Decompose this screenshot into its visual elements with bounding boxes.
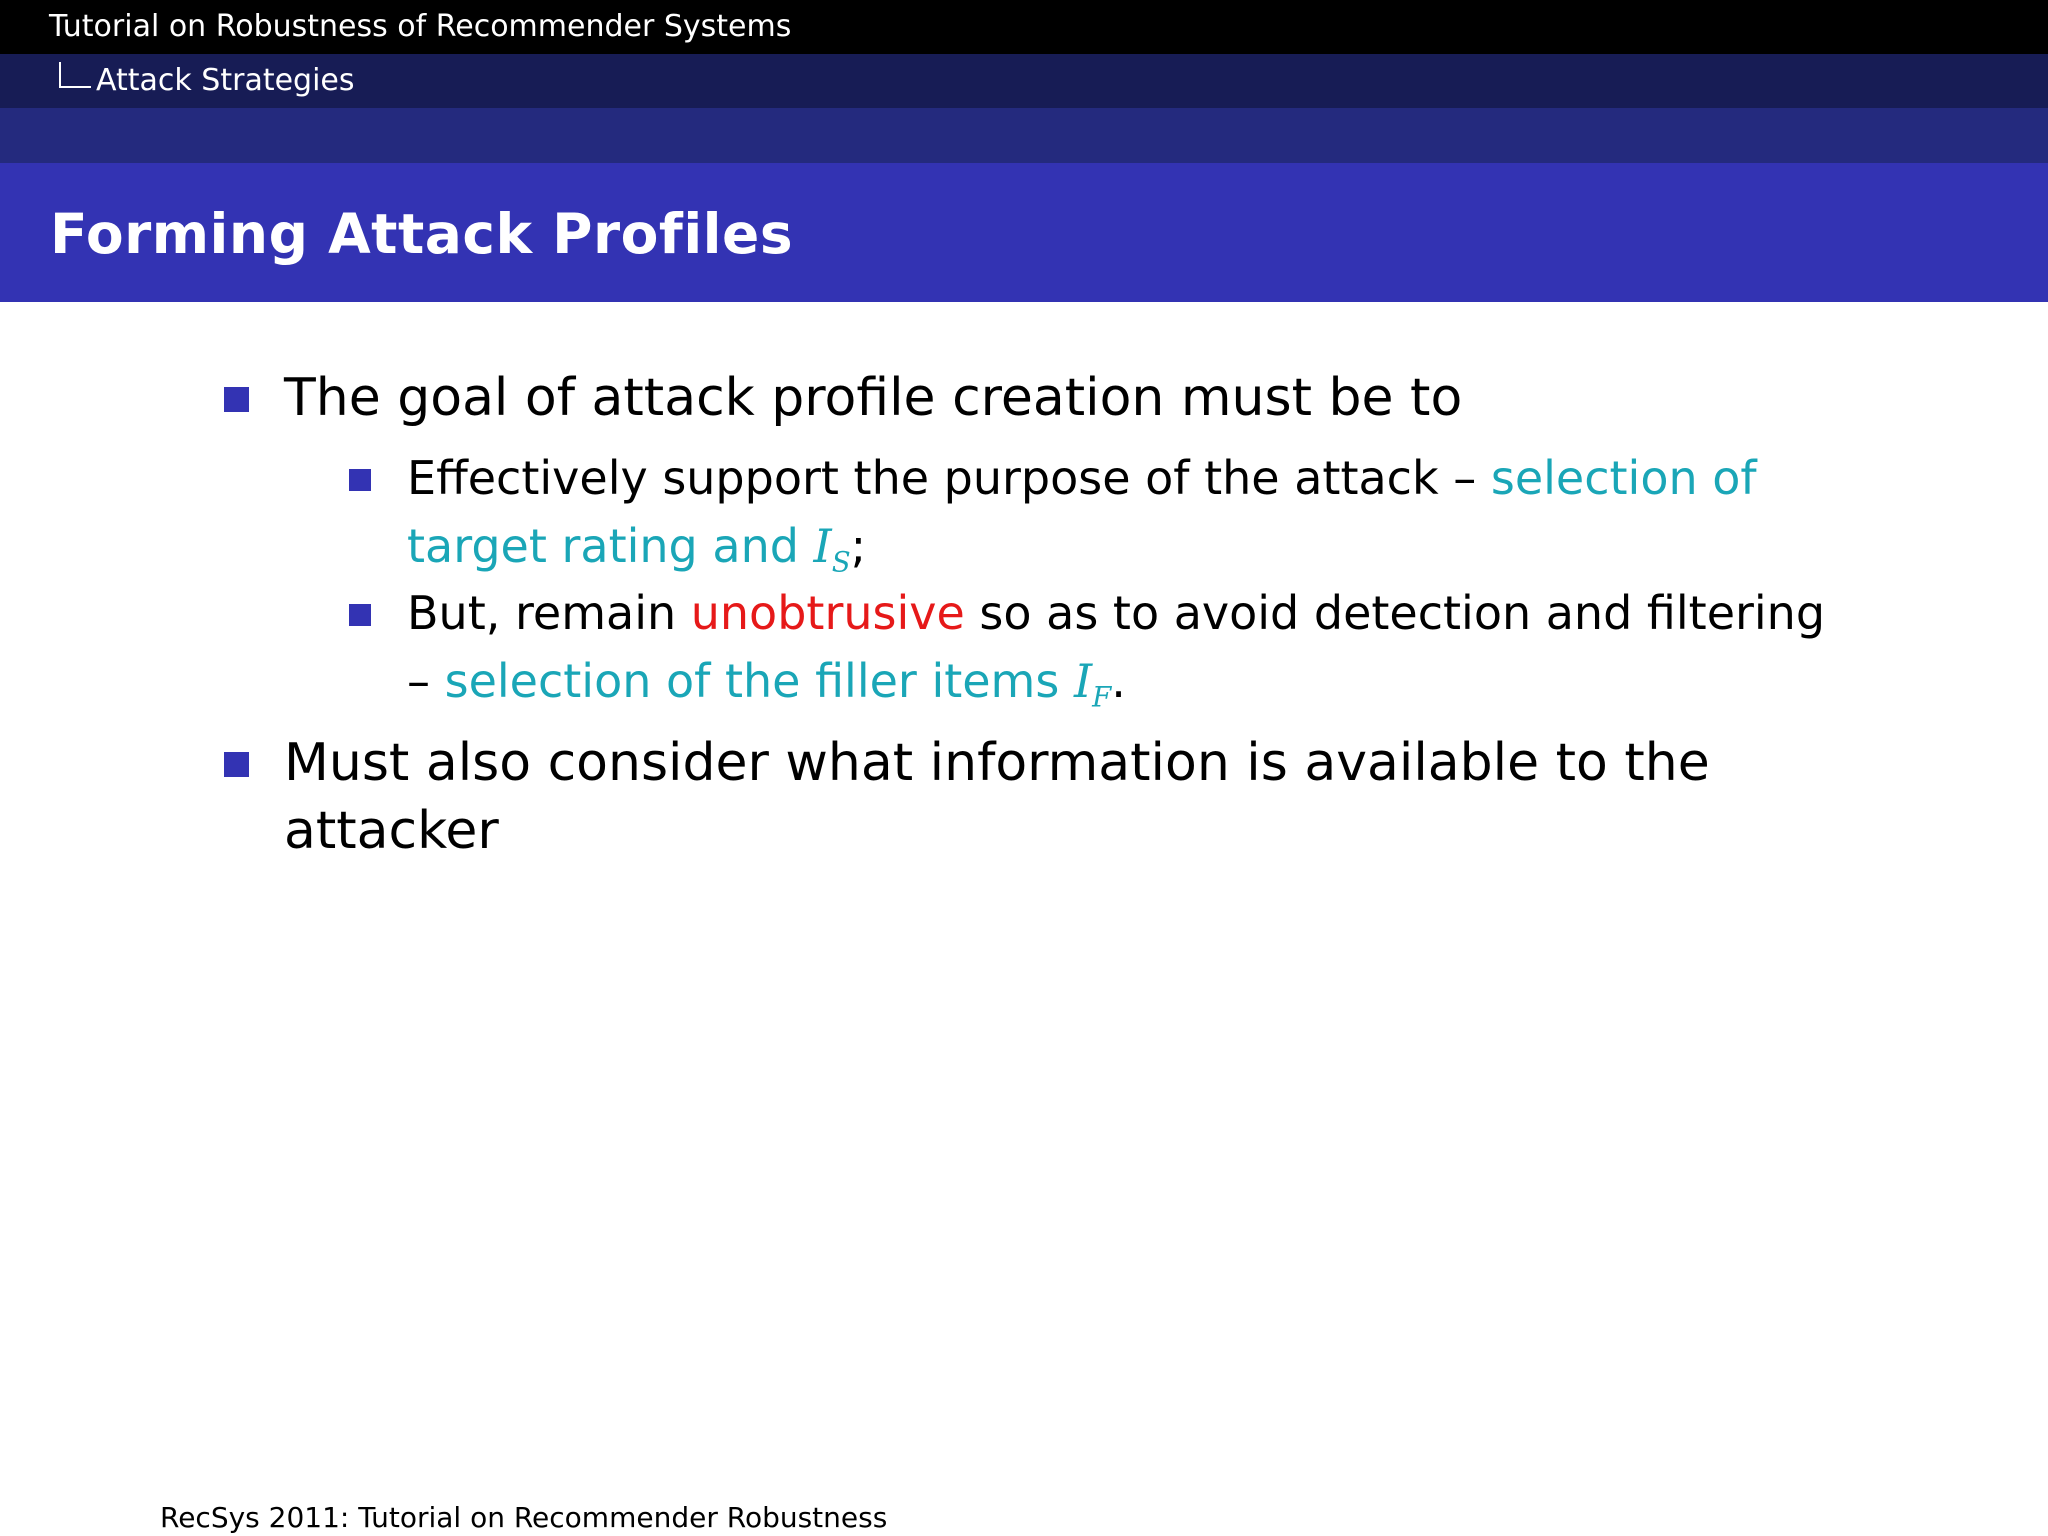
sub-bullet-2-line-1: But, remain unobtrusive so as to avoid detection and filtering bbox=[407, 586, 1826, 640]
sub-bullet-square-icon bbox=[349, 604, 371, 626]
slide-title-bar bbox=[0, 163, 2048, 302]
presentation-title: Tutorial on Robustness of Recommender Systems bbox=[49, 9, 792, 44]
bullet-2-line-2: attacker bbox=[284, 801, 499, 861]
sub-bullet-1-line-2: target rating and $I_S$; bbox=[407, 519, 867, 579]
section-title: Attack Strategies bbox=[96, 63, 355, 98]
math-i-s: $I_S$ bbox=[813, 519, 851, 579]
header-presentation-bar bbox=[0, 0, 2048, 54]
bullet-1-text: The goal of attack profile creation must be to bbox=[284, 368, 1463, 428]
footer-text: RecSys 2011: Tutorial on Recommender Robustness bbox=[160, 1501, 888, 1534]
section-corner-icon bbox=[59, 62, 91, 88]
bullet-square-icon bbox=[224, 752, 249, 777]
bullet-2-line-1: Must also consider what information is available to the bbox=[284, 733, 1710, 793]
sub-bullet-square-icon bbox=[349, 469, 371, 491]
bullet-square-icon bbox=[224, 387, 249, 412]
header-band bbox=[0, 108, 2048, 163]
math-i-f: $I_F$ bbox=[1073, 654, 1112, 714]
slide-title: Forming Attack Profiles bbox=[50, 202, 794, 266]
sub-bullet-1-line-1: Effectively support the purpose of the attack – selection of bbox=[407, 451, 1757, 505]
header-section-bar bbox=[0, 54, 2048, 108]
sub-bullet-2-line-2: – selection of the filler items $I_F$. bbox=[407, 654, 1126, 714]
